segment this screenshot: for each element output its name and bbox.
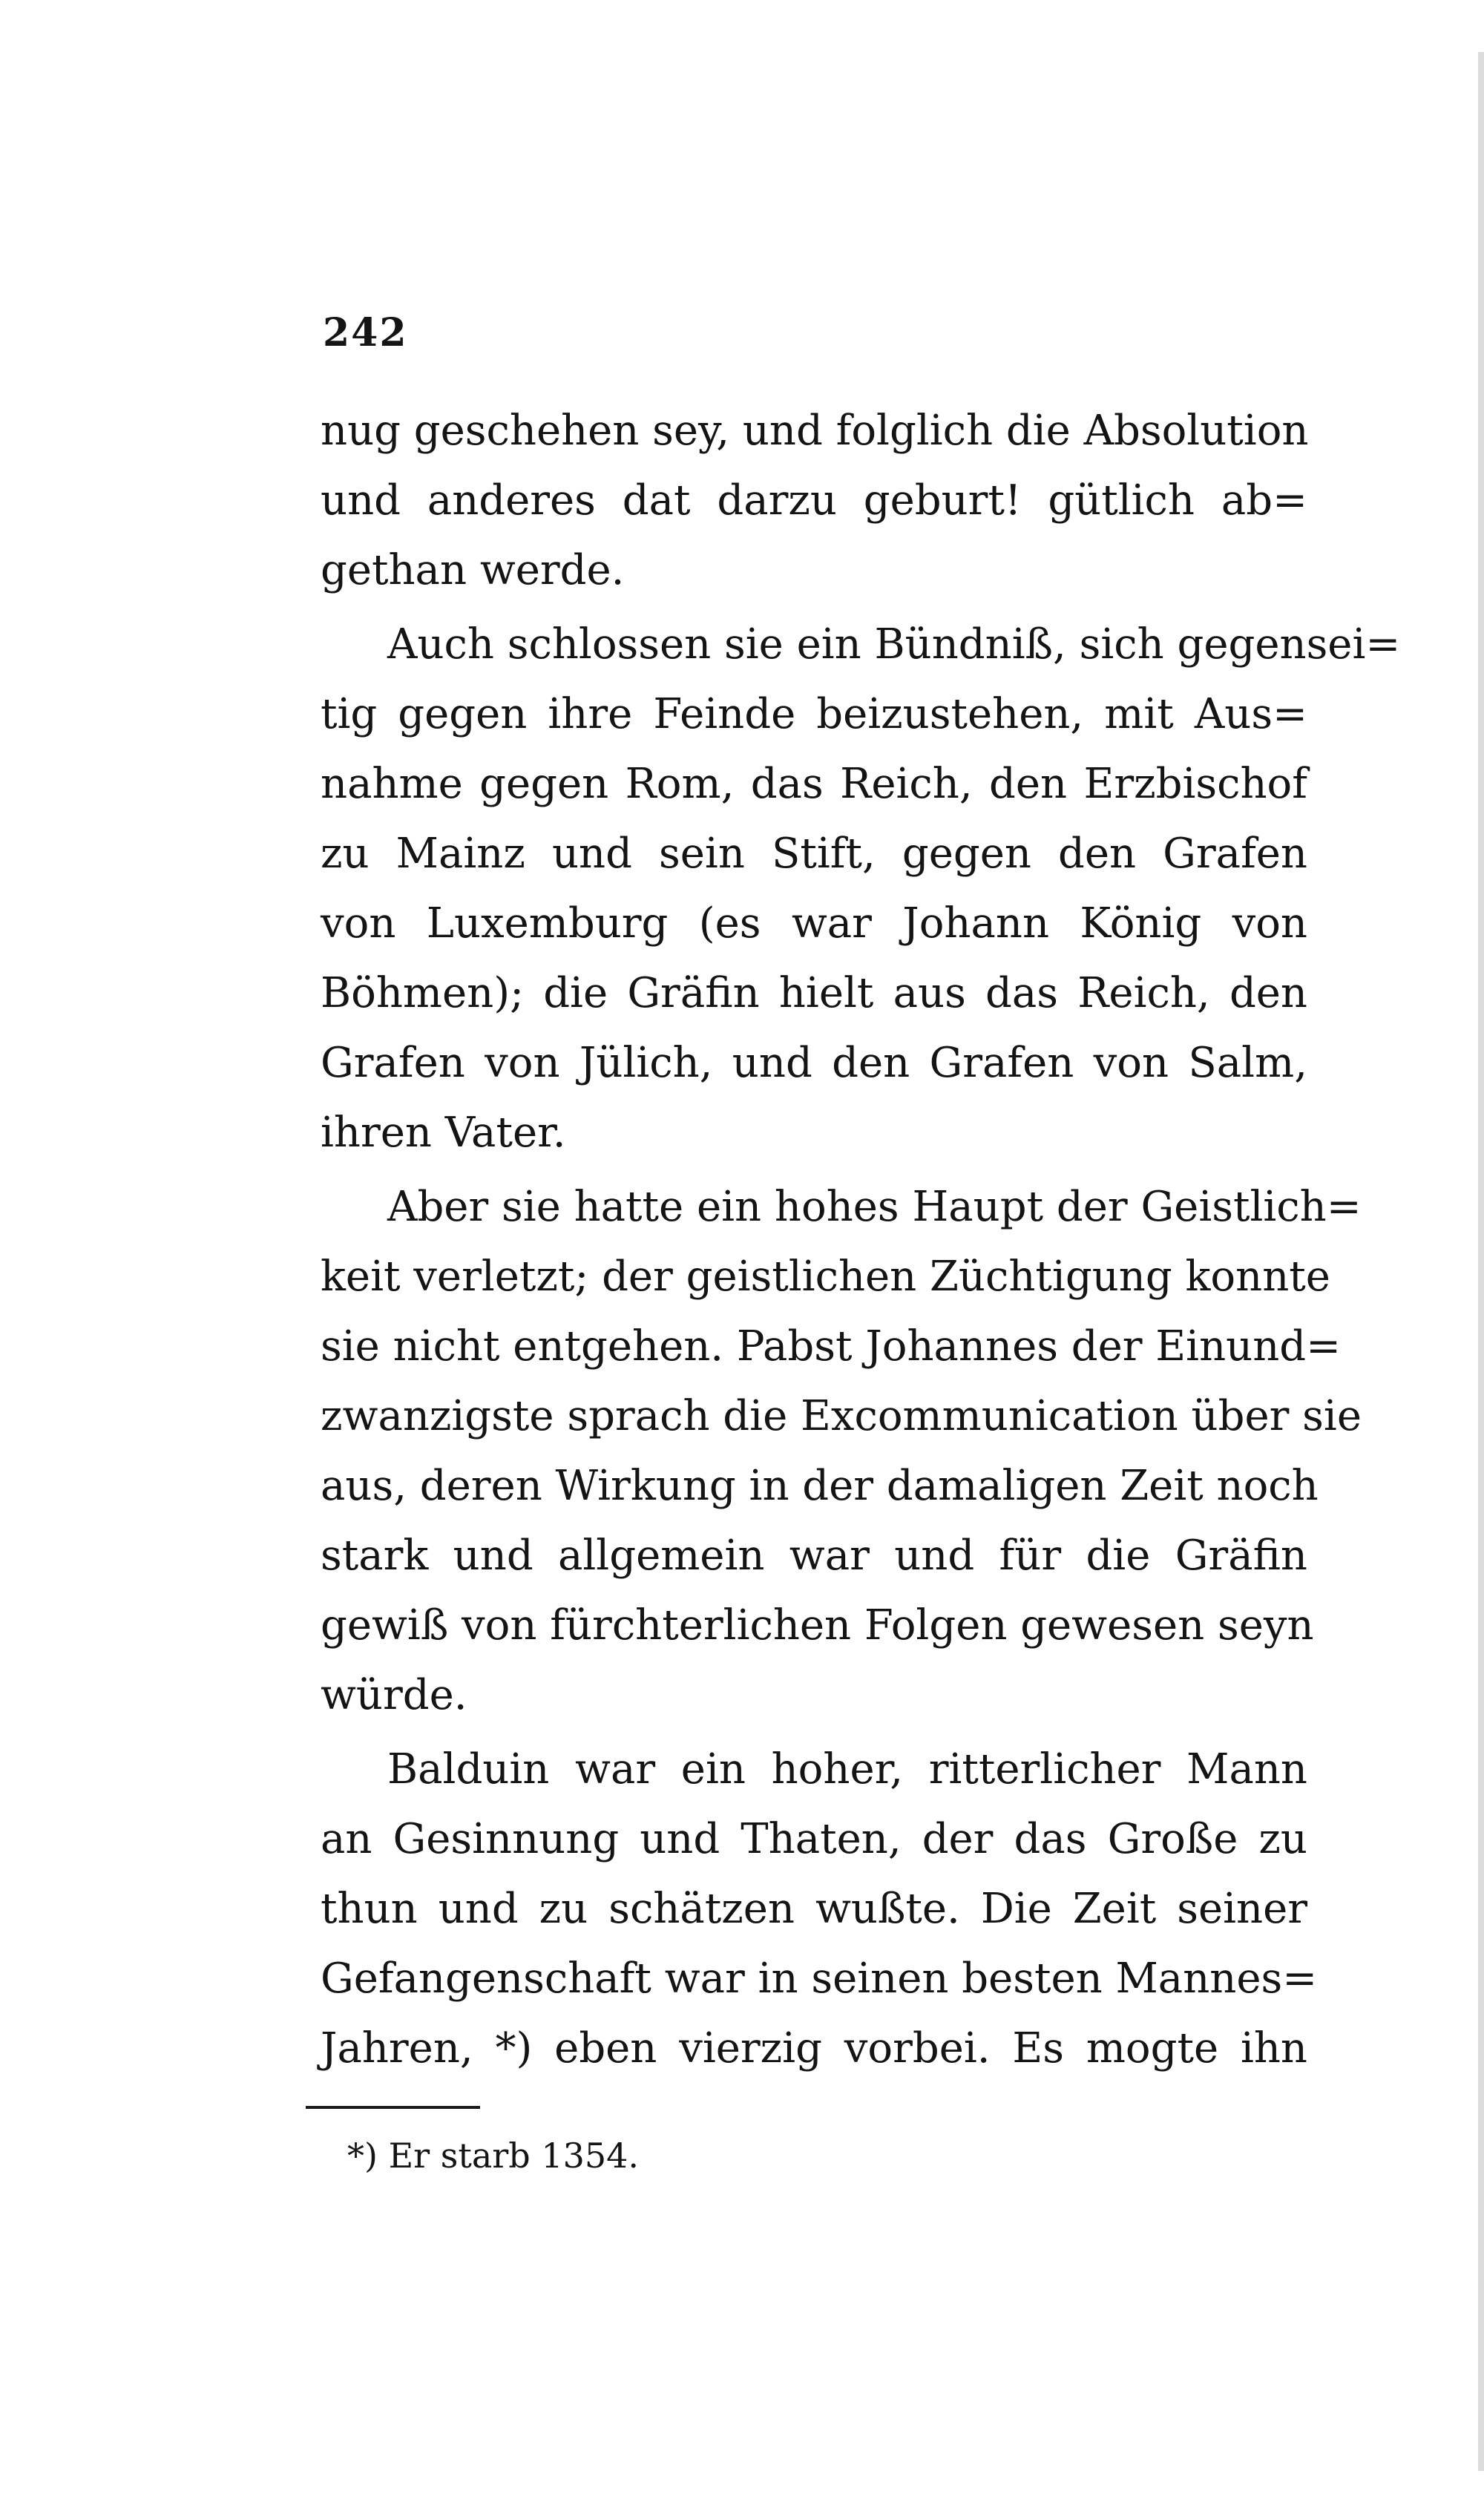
text-line: und anderes dat darzu geburt! gütlich ab=: [321, 476, 1307, 525]
text-line: von Luxemburg (es war Johann König von: [321, 899, 1307, 948]
body-text: [321, 396, 1401, 2084]
text-line: aus, deren Wirkung in der damaligen Zeit noch: [321, 1462, 1319, 1510]
paragraph: [321, 1735, 1318, 2084]
text-line: zu Mainz und sein Stift, gegen den Grafen: [321, 830, 1307, 878]
footnote: *) Er starb 1354.: [347, 2136, 640, 2176]
text-line: sie nicht entgehen. Pabst Johannes der Einund=: [321, 1322, 1342, 1371]
paragraph: [321, 396, 1307, 606]
text-line: Auch schlossen sie ein Bündniß, sich gegensei=: [387, 620, 1401, 669]
text-line: ihren Vater.: [321, 1109, 566, 1157]
text-line: thun und zu schätzen wußte. Die Zeit seiner: [321, 1885, 1307, 1933]
text-line: Gefangenschaft war in seinen besten Mannes=: [321, 1955, 1318, 2003]
text-line: keit verletzt; der geistlichen Züchtigung konnte: [321, 1253, 1330, 1301]
text-line: Balduin war ein hoher, ritterlicher Mann: [387, 1745, 1307, 1794]
paragraph: [321, 1172, 1362, 1730]
page-number: 242: [323, 310, 408, 355]
text-line: würde.: [321, 1671, 467, 1719]
text-line: an Gesinnung und Thaten, der das Große zu: [321, 1815, 1307, 1863]
text-line: Jahren, *) eben vierzig vorbei. Es mogte ihn: [321, 2024, 1307, 2073]
text-line: nug geschehen sey, und folglich die Absolution: [321, 407, 1309, 455]
text-line: Böhmen); die Gräfin hielt aus das Reich, den: [321, 969, 1307, 1017]
paragraph: [321, 610, 1401, 1168]
text-line: Grafen von Jülich, und den Grafen von Salm,: [321, 1039, 1307, 1087]
text-line: nahme gegen Rom, das Reich, den Erzbischof: [321, 760, 1307, 808]
text-line: gethan werde.: [321, 546, 625, 594]
text-line: tig gegen ihre Feinde beizustehen, mit Aus=: [321, 690, 1307, 738]
page-edge-shadow: [1478, 52, 1484, 2471]
text-line: zwanzigste sprach die Excommunication über sie: [321, 1392, 1362, 1440]
footnote-rule: [306, 2106, 480, 2109]
text-line: stark und allgemein war und für die Gräfin: [321, 1532, 1307, 1580]
text-line: Aber sie hatte ein hohes Haupt der Geistlich=: [387, 1183, 1362, 1231]
text-line: gewiß von fürchterlichen Folgen gewesen seyn: [321, 1601, 1314, 1650]
